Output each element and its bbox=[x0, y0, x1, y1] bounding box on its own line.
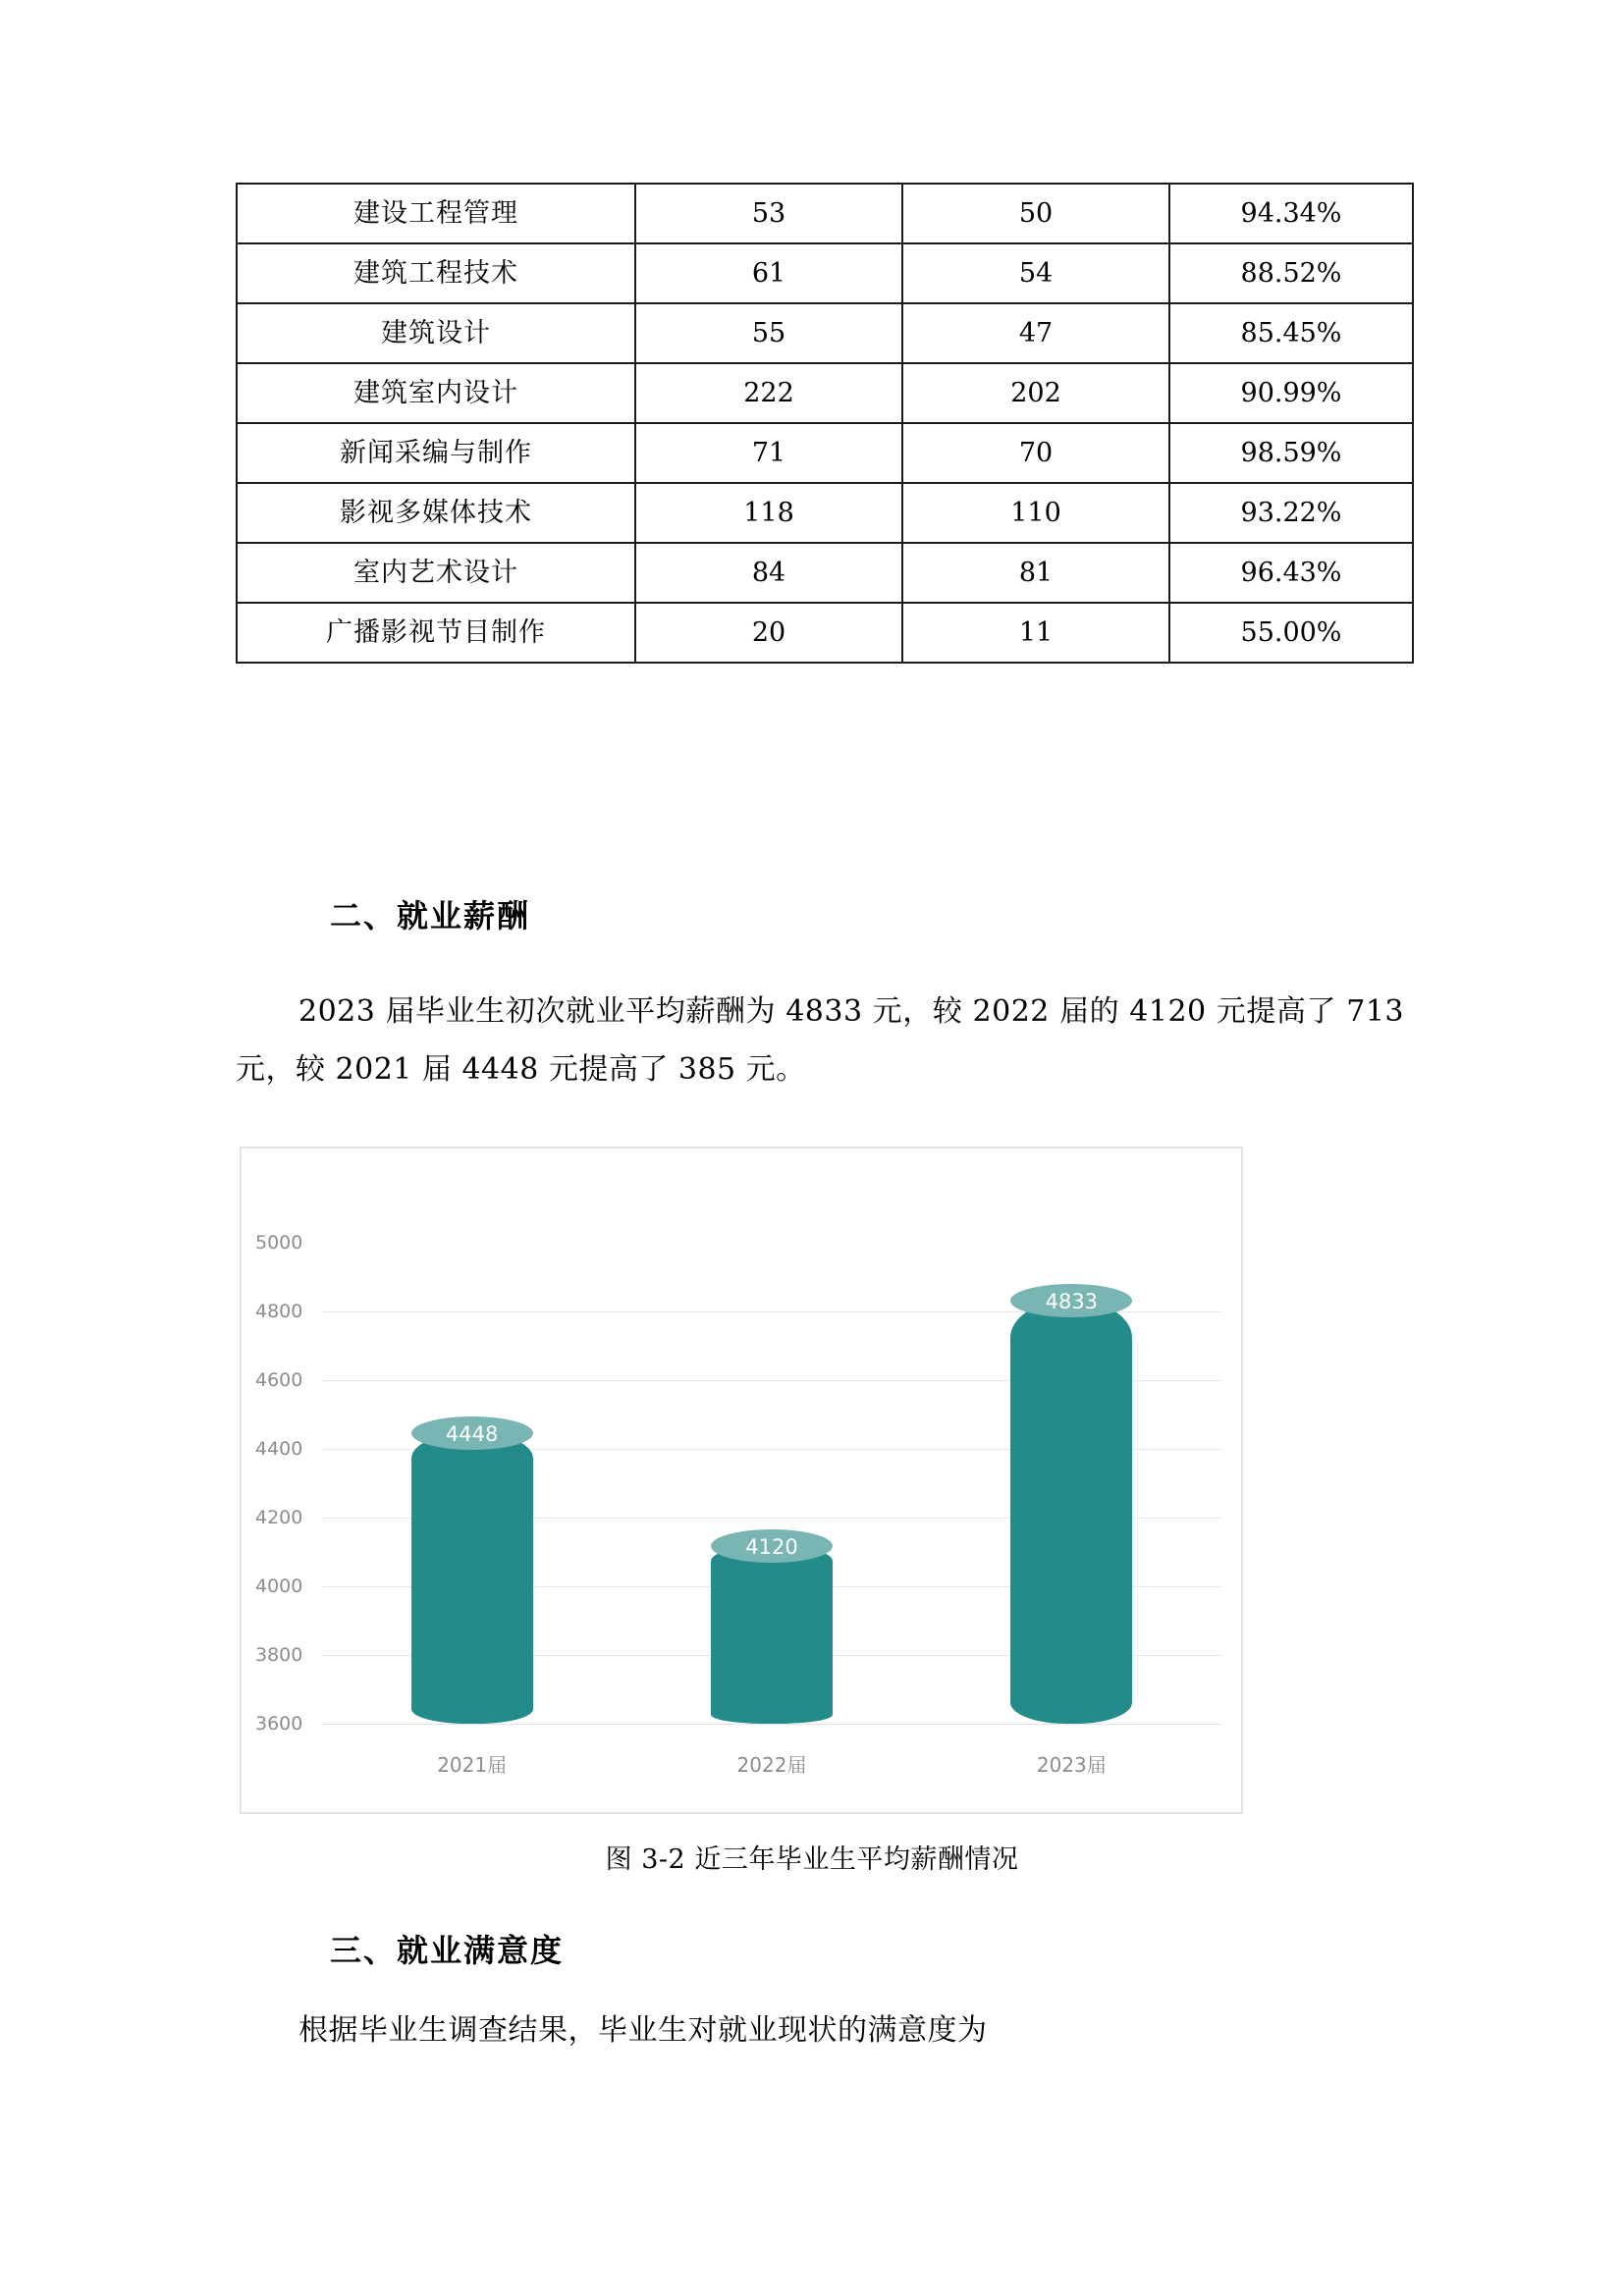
table-body bbox=[237, 184, 1413, 663]
cell-graduates: 222 bbox=[635, 363, 902, 423]
cell-employed: 54 bbox=[902, 243, 1169, 303]
cell-rate: 88.52% bbox=[1169, 243, 1413, 303]
cell-major: 影视多媒体技术 bbox=[237, 483, 635, 543]
chart-plot-area bbox=[242, 1148, 1241, 1812]
cylinder-body bbox=[411, 1422, 533, 1724]
cell-rate: 55.00% bbox=[1169, 603, 1413, 663]
table-row bbox=[237, 184, 1413, 243]
salary-bar-chart bbox=[240, 1147, 1243, 1814]
cell-employed: 81 bbox=[902, 543, 1169, 603]
cell-employed: 11 bbox=[902, 603, 1169, 663]
bar-2023届 bbox=[1010, 1290, 1132, 1724]
cell-graduates: 20 bbox=[635, 603, 902, 663]
table-row bbox=[237, 483, 1413, 543]
cell-rate: 93.22% bbox=[1169, 483, 1413, 543]
paragraph-satisfaction: 根据毕业生调查结果，毕业生对就业现状的满意度为 bbox=[298, 2013, 988, 2048]
bar-value-label: 4833 bbox=[1045, 1290, 1099, 1314]
cell-employed: 110 bbox=[902, 483, 1169, 543]
cell-employed: 70 bbox=[902, 423, 1169, 483]
paragraph-salary: 2023 届毕业生初次就业平均薪酬为 4833 元，较 2022 届的 4120 元提高了 713 元，较 2021 届 4448 元提高了 385 元。 bbox=[236, 994, 1404, 1087]
cell-major: 广播影视节目制作 bbox=[237, 603, 635, 663]
y-axis-tick-label: 3600 bbox=[255, 1713, 303, 1735]
cell-employed: 47 bbox=[902, 303, 1169, 363]
section-heading-salary: 二、就业薪酬 bbox=[330, 897, 531, 934]
figure-caption: 图 3-2 近三年毕业生平均薪酬情况 bbox=[605, 1844, 1019, 1875]
y-axis-tick-label: 4400 bbox=[255, 1438, 303, 1460]
x-axis-tick-label: 2021届 bbox=[437, 1753, 508, 1777]
cell-graduates: 53 bbox=[635, 184, 902, 243]
y-axis-tick-label: 4800 bbox=[255, 1301, 303, 1322]
y-axis-tick-label: 3800 bbox=[255, 1644, 303, 1666]
table-row bbox=[237, 603, 1413, 663]
cell-major: 建筑设计 bbox=[237, 303, 635, 363]
cell-graduates: 55 bbox=[635, 303, 902, 363]
table-row bbox=[237, 423, 1413, 483]
gridline bbox=[322, 1724, 1221, 1725]
bar-2022届 bbox=[711, 1535, 833, 1724]
cell-major: 新闻采编与制作 bbox=[237, 423, 635, 483]
y-axis-tick-label: 4000 bbox=[255, 1575, 303, 1597]
cell-rate: 98.59% bbox=[1169, 423, 1413, 483]
section-heading-satisfaction: 三、就业满意度 bbox=[330, 1932, 565, 1969]
bar-2021届 bbox=[411, 1422, 533, 1724]
cell-rate: 90.99% bbox=[1169, 363, 1413, 423]
cell-rate: 94.34% bbox=[1169, 184, 1413, 243]
bar-value-label: 4120 bbox=[745, 1535, 798, 1559]
cell-graduates: 71 bbox=[635, 423, 902, 483]
x-axis-tick-label: 2022届 bbox=[736, 1753, 807, 1777]
table-row bbox=[237, 363, 1413, 423]
cell-major: 室内艺术设计 bbox=[237, 543, 635, 603]
cell-graduates: 84 bbox=[635, 543, 902, 603]
x-axis-tick-label: 2023届 bbox=[1036, 1753, 1107, 1777]
cell-employed: 202 bbox=[902, 363, 1169, 423]
y-axis-tick-label: 4200 bbox=[255, 1507, 303, 1528]
cell-major: 建设工程管理 bbox=[237, 184, 635, 243]
y-axis-tick-label: 4600 bbox=[255, 1369, 303, 1391]
cell-major: 建筑工程技术 bbox=[237, 243, 635, 303]
majors-employment-table bbox=[236, 183, 1414, 664]
table-row bbox=[237, 243, 1413, 303]
cell-rate: 85.45% bbox=[1169, 303, 1413, 363]
cell-graduates: 61 bbox=[635, 243, 902, 303]
table-row bbox=[237, 543, 1413, 603]
cell-major: 建筑室内设计 bbox=[237, 363, 635, 423]
bar-value-label: 4448 bbox=[445, 1422, 499, 1447]
cell-employed: 50 bbox=[902, 184, 1169, 243]
y-axis-tick-label: 5000 bbox=[255, 1232, 303, 1254]
cell-graduates: 118 bbox=[635, 483, 902, 543]
cylinder-body bbox=[1010, 1290, 1132, 1724]
table-row bbox=[237, 303, 1413, 363]
cylinder-body bbox=[711, 1535, 833, 1724]
cell-rate: 96.43% bbox=[1169, 543, 1413, 603]
